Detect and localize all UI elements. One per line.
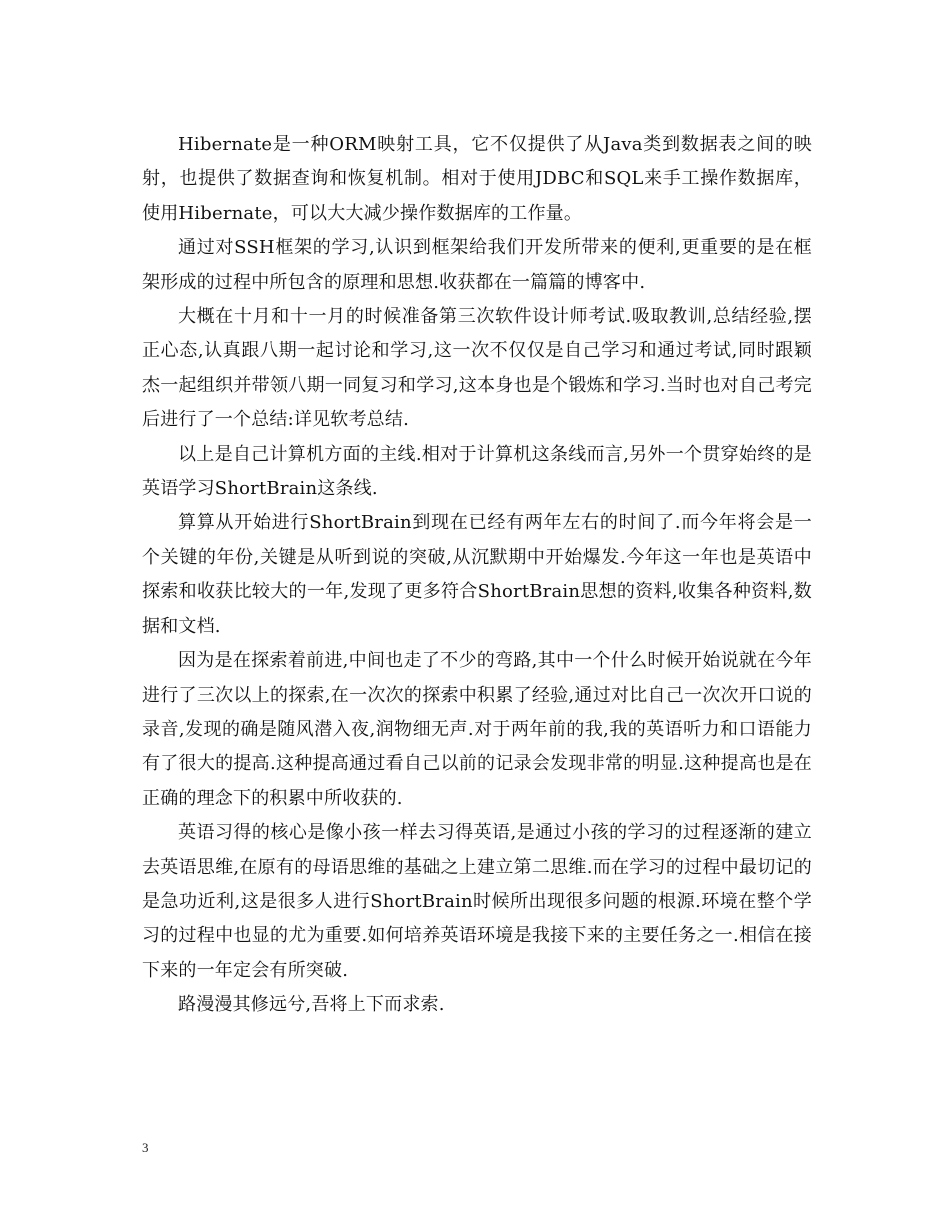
document-body [142, 128, 812, 1023]
paragraph-closing-quote: 路漫漫其修远兮,吾将上下而求索. [178, 994, 445, 1016]
paragraph-software-exam: 大概在十月和十一月的时候准备第三次软件设计师考试.吸取教训,总结经验,摆正心态,认真跟八期一起讨论和学习,这一次不仅仅是自己学习和通过考试,同时跟颖杰一起组织并带领八期一同复习和学习,这本身也是个锻炼和学习.当时也对自己考完后进行了一个总结:详见软考总结. [142, 306, 812, 431]
paragraph-hibernate: Hibernate是一种ORM映射工具，它不仅提供了从Java类到数据表之间的映射，也提供了数据查询和恢复机制。相对于使用JDBC和SQL来手工操作数据库，使用Hibernate，可以大大减少操作数据库的工作量。 [142, 134, 812, 224]
page-number: 3 [142, 1140, 149, 1155]
paragraph-ssh-framework: 通过对SSH框架的学习,认识到框架给我们开发所带来的便利,更重要的是在框架形成的过程中所包含的原理和思想.收获都在一篇篇的博客中. [142, 237, 812, 293]
paragraph-exploration: 因为是在探索着前进,中间也走了不少的弯路,其中一个什么时候开始说就在今年进行了三次以上的探索,在一次次的探索中积累了经验,通过对比自己一次次开口说的录音,发现的确是随风潜入夜,润物细无声.对于两年前的我,我的英语听力和口语能力有了很大的提高.这种提高通过看自己以前的记录会发现非常的明显.这种提高也是在正确的理念下的积累中所收获的. [142, 650, 812, 809]
paragraph-shortbrain-progress: 算算从开始进行ShortBrain到现在已经有两年左右的时间了.而今年将会是一个关键的年份,关键是从听到说的突破,从沉默期中开始爆发.今年这一年也是英语中探索和收获比较大的一年,发现了更多符合ShortBrain思想的资料,收集各种资料,数据和文档. [142, 512, 812, 637]
paragraph-english-acquisition: 英语习得的核心是像小孩一样去习得英语,是通过小孩的学习的过程逐渐的建立去英语思维,在原有的母语思维的基础之上建立第二思维.而在学习的过程中最切记的是急功近利,这是很多人进行ShortBrain时候所出现很多问题的根源.环境在整个学习的过程中也显的尤为重要.如何培养英语环境是我接下来的主要任务之一.相信在接下来的一年定会有所突破. [142, 822, 812, 981]
paragraph-main-lines: 以上是自己计算机方面的主线.相对于计算机这条线而言,另外一个贯穿始终的是英语学习ShortBrain这条线. [142, 443, 812, 500]
